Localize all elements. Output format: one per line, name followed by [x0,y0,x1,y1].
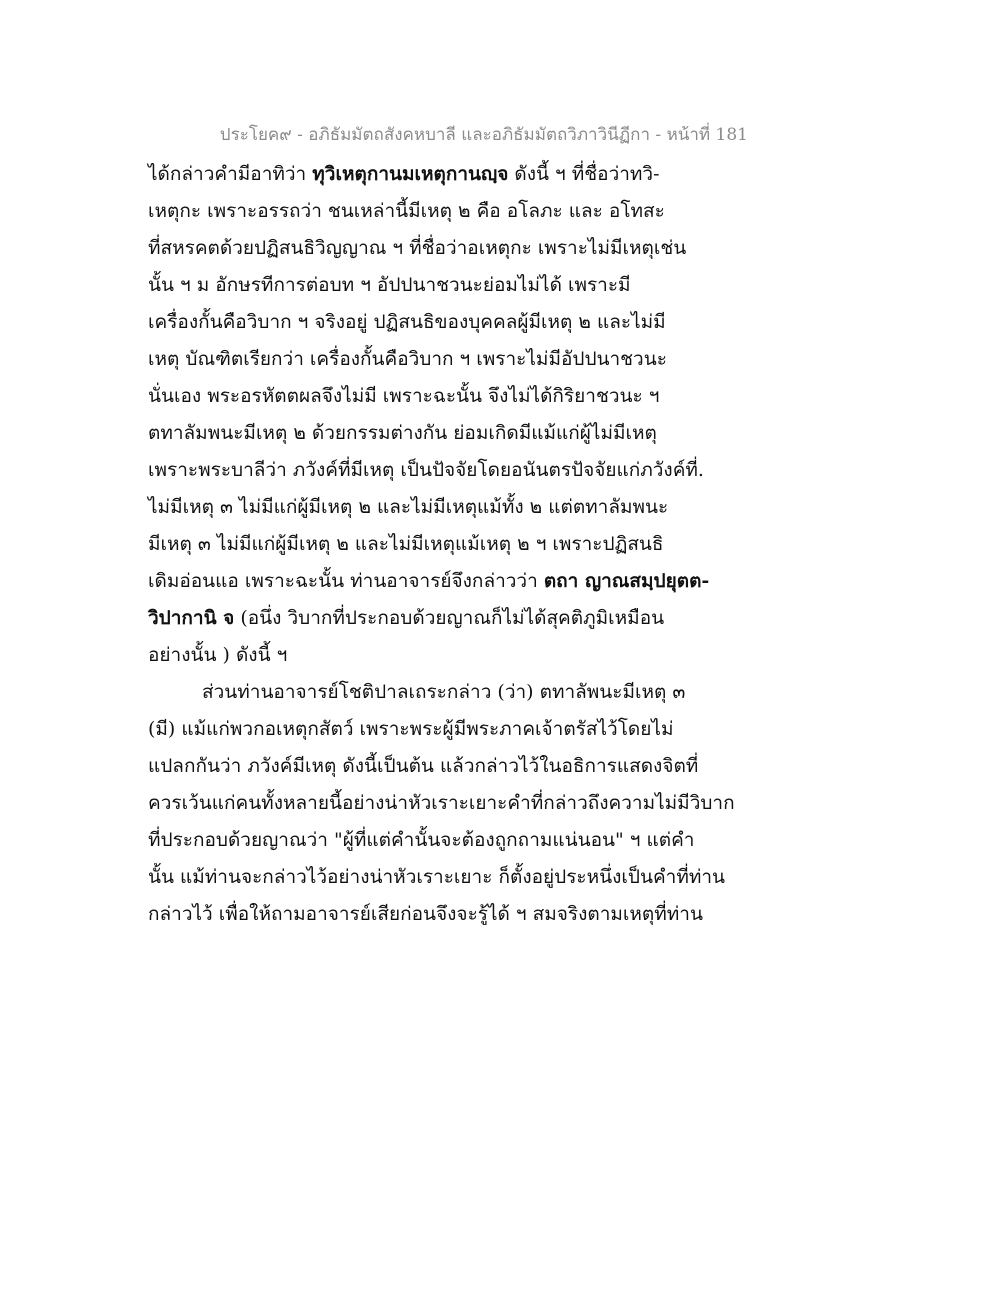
text-segment: มีเหตุ ๓ ไม่มีแก่ผู้มีเหตุ ๒ และไม่มีเหตุแม้เหตุ ๒ ฯ เพราะปฏิสนธิ [148,533,664,555]
text-line [148,230,868,267]
text-segment: ดังนี้ ฯ ที่ชื่อว่าทวิ- [508,163,660,185]
text-segment: ตทาลัมพนะมีเหตุ ๒ ด้วยกรรมต่างกัน ย่อมเกิดมีแม้แก่ผู้ไม่มีเหตุ [148,422,657,444]
text-segment: ควรเว้นแก่คนทั้งหลายนี้อย่างน่าหัวเราะเยาะคำที่กล่าวถึงความไม่มีวิบาก [148,792,735,814]
text-line [148,563,868,600]
text-segment: เพราะพระบาลีว่า ภวังค์ที่มีเหตุ เป็นปัจจัยโดยอนันตรปัจจัยแก่ภวังค์ที่. [148,459,704,481]
text-line [148,637,868,674]
text-segment: ที่สหรคตด้วยปฏิสนธิวิญญาณ ฯ ที่ชื่อว่าอเหตุกะ เพราะไม่มีเหตุเช่น [148,237,687,259]
text-line [148,711,868,748]
body-text [148,156,868,933]
text-line [148,341,868,378]
bold-term: วิปากานิ จ [148,607,235,629]
text-segment: ไม่มีเหตุ ๓ ไม่มีแก่ผู้มีเหตุ ๒ และไม่มีเหตุแม้ทั้ง ๒ แต่ตทาลัมพนะ [148,496,669,518]
text-line [148,267,868,304]
text-segment: กล่าวไว้ เพื่อให้ถามอาจารย์เสียก่อนจึงจะรู้ได้ ฯ สมจริงตามเหตุที่ท่าน [148,903,703,925]
text-segment: เครื่องกั้นคือวิบาก ฯ จริงอยู่ ปฏิสนธิของบุคคลผู้มีเหตุ ๒ และไม่มี [148,311,666,333]
text-line [148,489,868,526]
text-line [148,526,868,563]
text-line [148,415,868,452]
text-line [148,156,868,193]
text-line [148,748,868,785]
text-line [148,378,868,415]
paragraph [148,156,868,674]
text-line [148,193,868,230]
bold-term: ทุวิเหตุกานมเหตุกานญฺจ [312,163,509,185]
text-segment: อย่างนั้น ) ดังนี้ ฯ [148,644,288,666]
text-line [148,674,868,711]
text-line [148,896,868,933]
text-segment: ได้กล่าวคำมีอาทิว่า [148,163,313,185]
text-segment: ส่วนท่านอาจารย์โชติปาลเถระกล่าว (ว่า) ตทาลัพนะมีเหตุ ๓ [202,681,686,703]
paragraph [148,674,868,933]
text-segment: นั้น แม้ท่านจะกล่าวไว้อย่างน่าหัวเราะเยาะ ก็ตั้งอยู่ประหนึ่งเป็นคำที่ท่าน [148,866,726,888]
text-segment: เหตุ บัณฑิตเรียกว่า เครื่องกั้นคือวิบาก ฯ เพราะไม่มีอัปปนาชวนะ [148,348,667,370]
text-segment: นั้น ฯ ม อักษรทีการต่อบท ฯ อัปปนาชวนะย่อมไม่ได้ เพราะมี [148,274,631,296]
bold-term: ตถา ญาณสมฺปยุตต- [543,570,710,592]
text-segment: (อนึ่ง วิบากที่ประกอบด้วยญาณก็ไม่ได้สุคติภูมิเหมือน [234,607,665,629]
text-line [148,785,868,822]
text-line [148,304,868,341]
text-line [148,452,868,489]
text-segment: (มี) แม้แก่พวกอเหตุกสัตว์ เพราะพระผู้มีพระภาคเจ้าตรัสไว้โดยไม่ [148,718,674,740]
text-line [148,822,868,859]
text-segment: เหตุกะ เพราะอรรถว่า ชนเหล่านี้มีเหตุ ๒ คือ อโลภะ และ อโทสะ [148,200,665,222]
text-line [148,600,868,637]
text-segment: เดิมอ่อนแอ เพราะฉะนั้น ท่านอาจารย์จึงกล่าวว่า [148,570,544,592]
running-header: ประโยค๙ - อภิธัมมัตถสังคหบาลี และอภิธัมมัตถวิภาวินีฏีกา - หน้าที่ 181 [219,125,748,145]
text-segment: นั่นเอง พระอรหัตตผลจึงไม่มี เพราะฉะนั้น จึงไม่ได้กิริยาชวนะ ฯ [148,385,660,407]
text-segment: ที่ประกอบด้วยญาณว่า "ผู้ที่แต่คำนั้นจะต้องถูกถามแน่นอน" ฯ แต่คำ [148,829,695,851]
text-segment: แปลกกันว่า ภวังค์มีเหตุ ดังนี้เป็นต้น แล้วกล่าวไว้ในอธิการแสดงจิตที่ [148,755,699,777]
text-line [148,859,868,896]
